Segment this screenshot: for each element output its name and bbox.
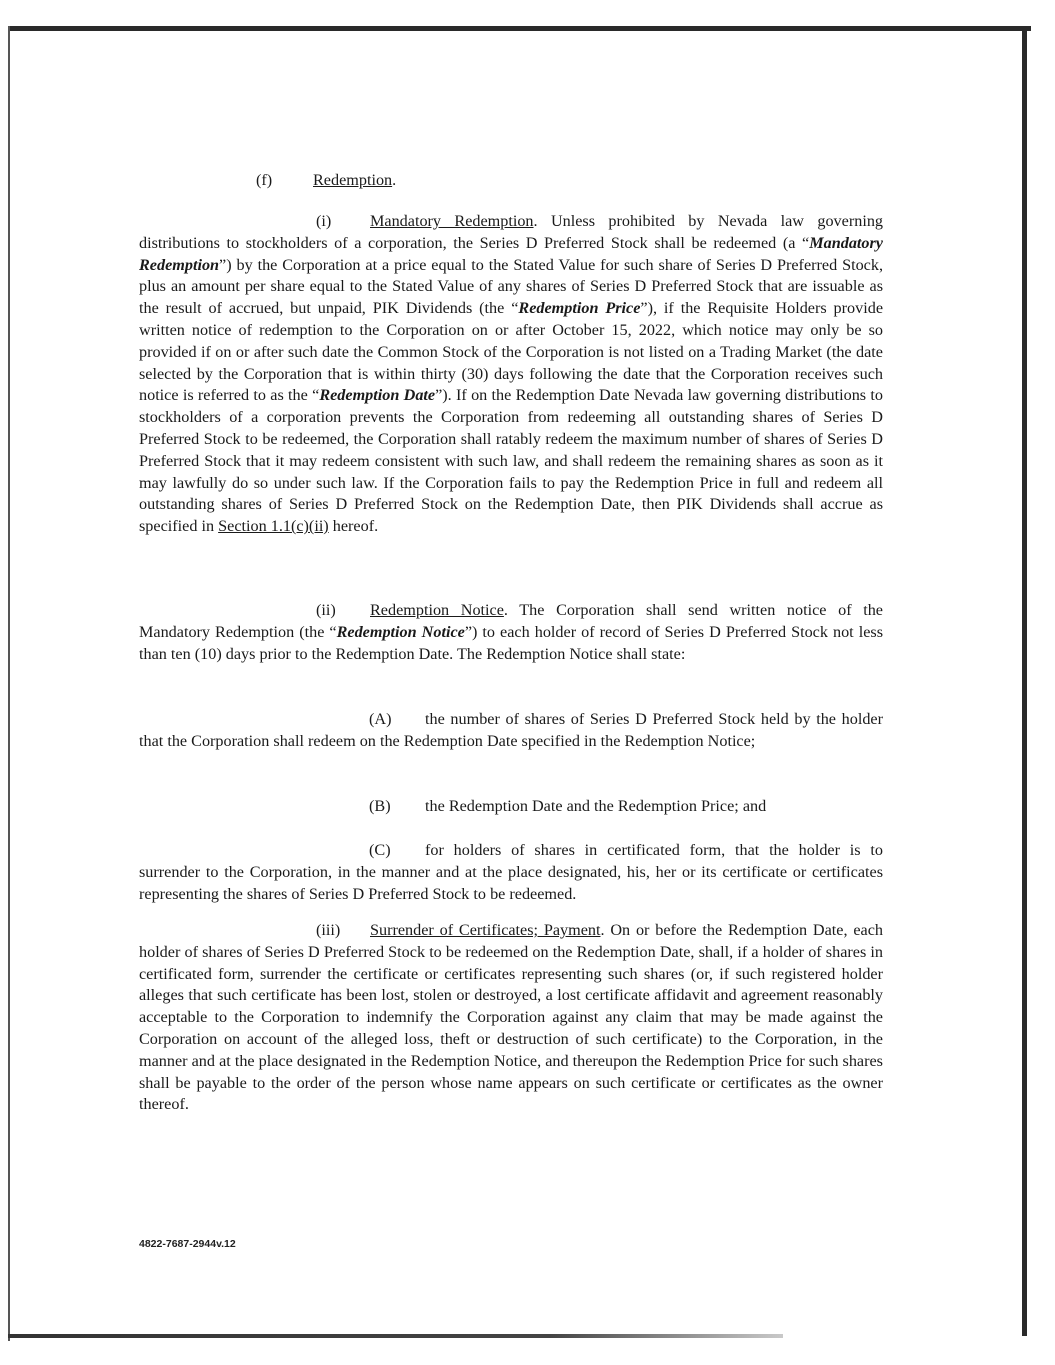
defined-term: Mandatory Redemption <box>139 233 883 274</box>
paragraph-number: (iii) <box>316 921 341 939</box>
paragraph-notice-item-c: (C) for holders of shares in certificated form, that the holder is to surrender to the Corporation, in the manner and at the place designated, his, her or its certificate or certificates representing the shares of Series D Preferred Stock to be redeemed. <box>139 841 883 903</box>
paragraph-number: (i) <box>316 212 332 230</box>
paragraph-number: (B) <box>369 797 391 815</box>
section-number: (f) <box>256 171 273 189</box>
paragraph-surrender-of-certificates: (iii) Surrender of Certificates; Payment. On or before the Redemption Date, each holder of shares of Series D Preferred Stock to be redeemed on the Redemption Date, shall, if a holder of shares in certificated form, surrender the certificate or certificates representing such shares (or, if such registered holder alleges that such certificate has been lost, stolen or destroyed, a lost certificate affidavit and agreement reasonably acceptable to the Corporation to indemnify the Corporation against any claim that may be made against the Corporation on account of the alleged loss, theft or destruction of such certificate) to the Corporation, in the manner and at the place designated in the Redemption Notice, and thereupon the Redemption Price for such shares shall be payable to the order of the person whose name appears on such certificate or certificates as the owner thereof. <box>139 921 883 1114</box>
page-border-right <box>1022 26 1027 1336</box>
page-border-left <box>8 26 10 1341</box>
paragraph-notice-item-a: (A) the number of shares of Series D Preferred Stock held by the holder that the Corporation shall redeem on the Redemption Date specified in the Redemption Notice; <box>139 710 883 750</box>
paragraph-number: (A) <box>369 710 392 728</box>
paragraph-heading: Redemption Notice <box>370 601 504 619</box>
defined-term: Redemption Date <box>319 386 436 405</box>
page-border-bottom <box>8 1334 783 1338</box>
page-border-top <box>8 26 1031 31</box>
paragraph-mandatory-redemption: (i) Mandatory Redemption. Unless prohibited by Nevada law governing distributions to stockholders of a corporation, the Series D Preferred Stock shall be redeemed (a “Mandatory Redemption”) by the Corporation at a price equal to the Stated Value for such share of Series D Preferred Stock, plus an amount per share equal to the Stated Value of any shares of Series D Preferred Stock that are issuable as the result of accrued, but unpaid, PIK Dividends (the “Redemption Price”), if the Requisite Holders provide written notice of redemption to the Corporation on or after October 15, 2022, which notice may only be so provided if on or after such date the Common Stock of the Corporation is not listed on a Trading Market (the date selected by the Corporation that is within thirty (30) days following the date that the Corporation receives such notice is referred to as the “Redemption Date”). If on the Redemption Date Nevada law governing distributions to stockholders of a corporation prevents the Corporation from redeeming all outstanding shares of Series D Preferred Stock to be redeemed, the Corporation shall ratably redeem the maximum number of shares of Series D Preferred Stock that it may redeem consistent with such law, and shall redeem the remaining shares as soon as it may lawfully do so under such law. If the Corporation fails to pay the Redemption Price in full and redeem all outstanding shares of Series D Preferred Stock on the Redemption Date, then PIK Dividends shall accrue as specified in Section 1.1(c)(ii) hereof. <box>139 212 884 536</box>
paragraph-number: (C) <box>369 841 391 859</box>
section-heading: (f) Redemption. <box>256 171 397 189</box>
document-id: 4822-7687-2944v.12 <box>139 1238 236 1250</box>
paragraph-redemption-notice: (ii) Redemption Notice. The Corporation shall send written notice of the Mandatory Redemption (the “Redemption Notice”) to each holder of record of Series D Preferred Stock not less than ten (10) days prior to the Redemption Date. The Redemption Notice shall state: <box>139 601 883 663</box>
defined-term: Redemption Price <box>518 299 641 318</box>
paragraph-number: (ii) <box>316 601 336 619</box>
paragraph-heading: Surrender of Certificates; Payment <box>370 921 601 939</box>
paragraph-notice-item-b: (B) the Redemption Date and the Redemption Price; and <box>139 796 883 818</box>
defined-term: Redemption Notice <box>336 622 465 641</box>
section-reference: Section 1.1(c)(ii) <box>218 517 329 536</box>
paragraph-heading: Mandatory Redemption <box>370 212 534 230</box>
section-title: Redemption <box>313 171 393 189</box>
